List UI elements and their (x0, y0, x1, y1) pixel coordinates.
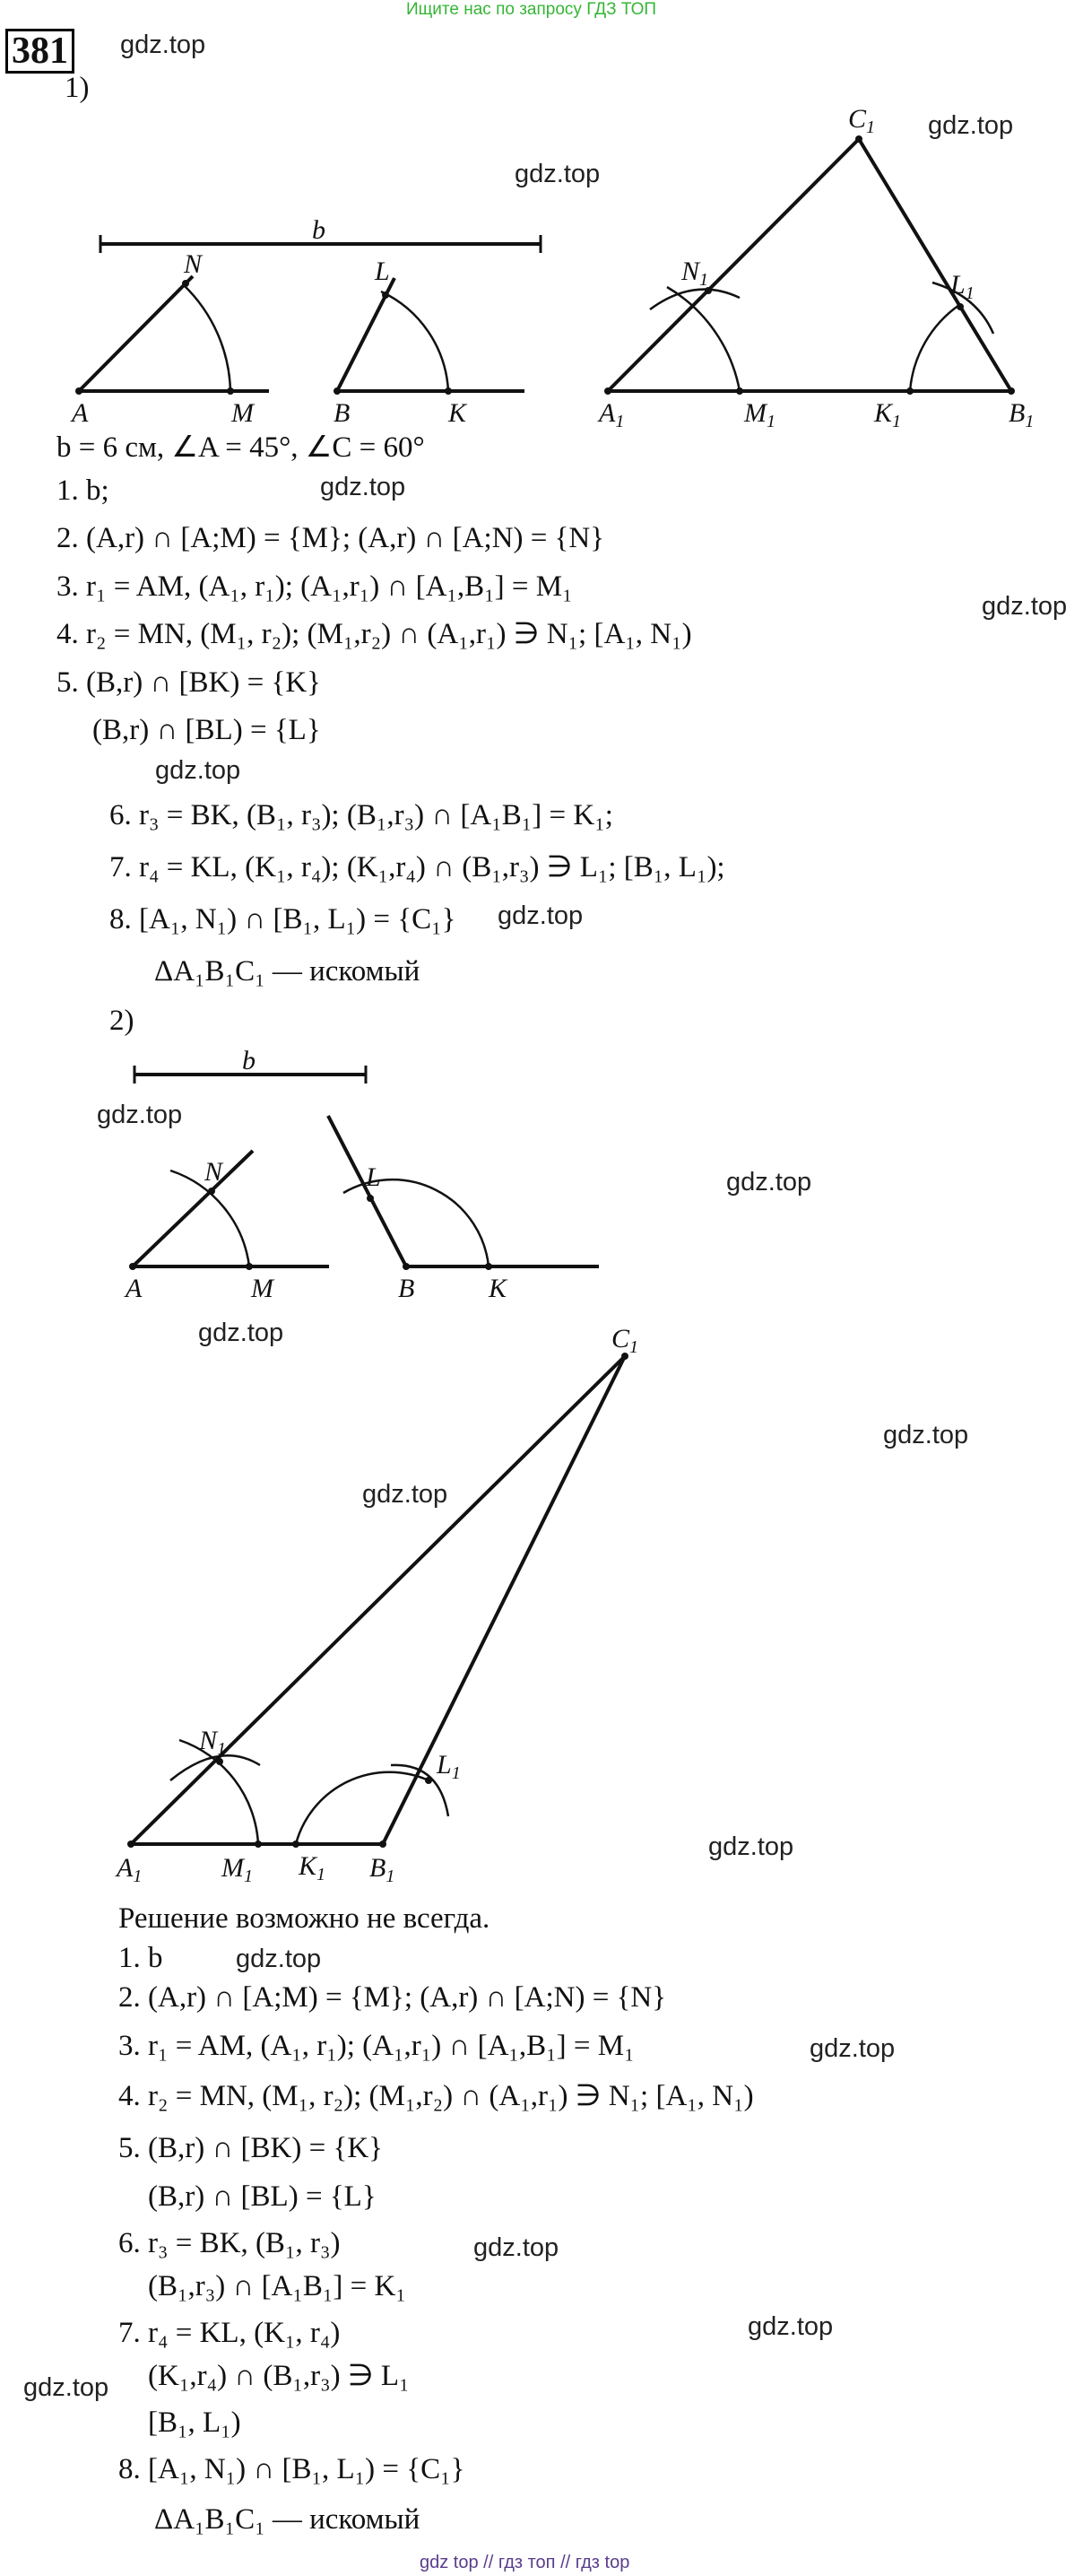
step-line: 3. r₁ = AM, (A₁, r₁); (A₁,r₁) ∩ [A₁,B₁] = M₁ (118, 2030, 635, 2062)
step-line: 8. [A₁, N₁) ∩ [B₁, L₁) = {C₁} (118, 2453, 465, 2485)
watermark: gdz.top (198, 1318, 284, 1347)
watermark: gdz.top (928, 111, 1014, 140)
watermark: gdz.top (748, 2312, 834, 2341)
step-line: 5. (B,r) ∩ [BK) = {K} (118, 2132, 384, 2164)
step-line: ΔA₁B₁C₁ — искомый (154, 955, 420, 988)
step-line: 5. (B,r) ∩ [BK) = {K} (56, 666, 322, 699)
watermark: gdz.top (883, 1421, 969, 1449)
watermark: gdz.top (498, 901, 584, 930)
step-line: 7. r₄ = KL, (K₁, r₄); (K₁,r₄) ∩ (B₁,r₃) ∋ L₁; [B₁, L₁); (109, 851, 725, 883)
footer-links[interactable]: gdz top // гдз топ // гдз top (420, 2553, 630, 2572)
point-c1-label: $C_1$ (848, 104, 876, 137)
step-line: 1. b; (56, 474, 109, 507)
point-l1-label: $L_1$ (437, 1750, 461, 1783)
note-line: Решение возможно не всегда. (118, 1902, 490, 1935)
step-line: (K₁,r₄) ∩ (B₁,r₃) ∋ L₁ (148, 2360, 410, 2392)
watermark: gdz.top (362, 1480, 448, 1509)
point-m-label: M (251, 1274, 273, 1303)
step-line: (B,r) ∩ [BL) = {L} (92, 714, 321, 746)
step-line: 6. r₃ = BK, (B₁, r₃); (B₁,r₃) ∩ [A₁B₁] = K₁; (109, 799, 613, 831)
watermark: gdz.top (23, 2373, 109, 2402)
point-m1-label: $M_1$ (744, 398, 775, 431)
watermark: gdz.top (236, 1945, 322, 1973)
point-b-label: B (334, 398, 351, 428)
point-k1-label: $K_1$ (874, 398, 902, 431)
segment-b-label: b (242, 1046, 256, 1075)
point-m-label: M (231, 398, 254, 428)
point-a1-label: $A_1$ (117, 1853, 143, 1886)
point-l1-label: $L_1$ (950, 270, 975, 303)
step-line: (B,r) ∩ [BL) = {L} (148, 2180, 377, 2213)
watermark: gdz.top (982, 592, 1068, 621)
watermark: gdz.top (810, 2034, 896, 2063)
watermark: gdz.top (97, 1101, 183, 1129)
segment-b-label: b (312, 215, 325, 245)
point-a-label: A (126, 1274, 143, 1303)
point-a-label: A (72, 398, 89, 428)
top-banner[interactable]: Ищите нас по запросу ГДЗ ТОП (406, 0, 657, 19)
watermark: gdz.top (120, 30, 206, 59)
part1-label: 1) (65, 72, 90, 104)
step-line: (B₁,r₃) ∩ [A₁B₁] = K₁ (148, 2270, 406, 2302)
point-b1-label: $B_1$ (1009, 398, 1035, 431)
problem-number: 381 (5, 29, 74, 74)
step-line: ΔA₁B₁C₁ — искомый (154, 2503, 420, 2536)
point-a1-label: $A_1$ (599, 398, 625, 431)
step-line: 1. b (118, 1942, 163, 1974)
point-c1-label: $C_1$ (611, 1324, 639, 1357)
watermark: gdz.top (473, 2233, 559, 2262)
point-l-label: L (366, 1162, 381, 1192)
point-n1-label: $N_1$ (199, 1726, 227, 1759)
watermark: gdz.top (155, 756, 241, 785)
watermark: gdz.top (515, 160, 601, 188)
point-n-label: N (204, 1157, 223, 1187)
point-b1-label: $B_1$ (369, 1853, 395, 1886)
step-line: [B₁, L₁) (148, 2406, 241, 2439)
step-line: 4. r₂ = MN, (M₁, r₂); (M₁,r₂) ∩ (A₁,r₁) ∋ N₁; [A₁, N₁) (118, 2080, 754, 2112)
figure-2 (0, 1031, 1083, 1893)
step-line: 2. (A,r) ∩ [A;M) = {M}; (A,r) ∩ [A;N) = {N} (56, 522, 605, 554)
step-line: 2. (A,r) ∩ [A;M) = {M}; (A,r) ∩ [A;N) = {N} (118, 1981, 667, 2014)
point-k-label: K (448, 398, 467, 428)
step-line: 3. r₁ = AM, (A₁, r₁); (A₁,r₁) ∩ [A₁,B₁] = M₁ (56, 570, 573, 603)
point-b-label: B (398, 1274, 415, 1303)
step-line: 4. r₂ = MN, (M₁, r₂); (M₁,r₂) ∩ (A₁,r₁) ∋ N₁; [A₁, N₁) (56, 618, 692, 650)
step-line: 8. [A₁, N₁) ∩ [B₁, L₁) = {C₁} (109, 903, 456, 936)
watermark: gdz.top (708, 1832, 794, 1861)
point-k-label: K (489, 1274, 507, 1303)
watermark: gdz.top (726, 1168, 812, 1197)
point-n-label: N (184, 249, 203, 279)
point-n1-label: $N_1$ (681, 257, 709, 290)
point-l-label: L (375, 257, 390, 286)
part2-label: 2) (109, 1005, 134, 1037)
point-m1-label: $M_1$ (221, 1853, 253, 1886)
given-line: b = 6 см, ∠A = 45°, ∠C = 60° (56, 431, 425, 464)
step-line: 7. r₄ = KL, (K₁, r₄) (118, 2317, 341, 2349)
figure-1 (0, 0, 1083, 439)
step-line: 6. r₃ = BK, (B₁, r₃) (118, 2227, 341, 2259)
watermark: gdz.top (320, 473, 406, 501)
point-k1-label: $K_1$ (299, 1851, 326, 1884)
